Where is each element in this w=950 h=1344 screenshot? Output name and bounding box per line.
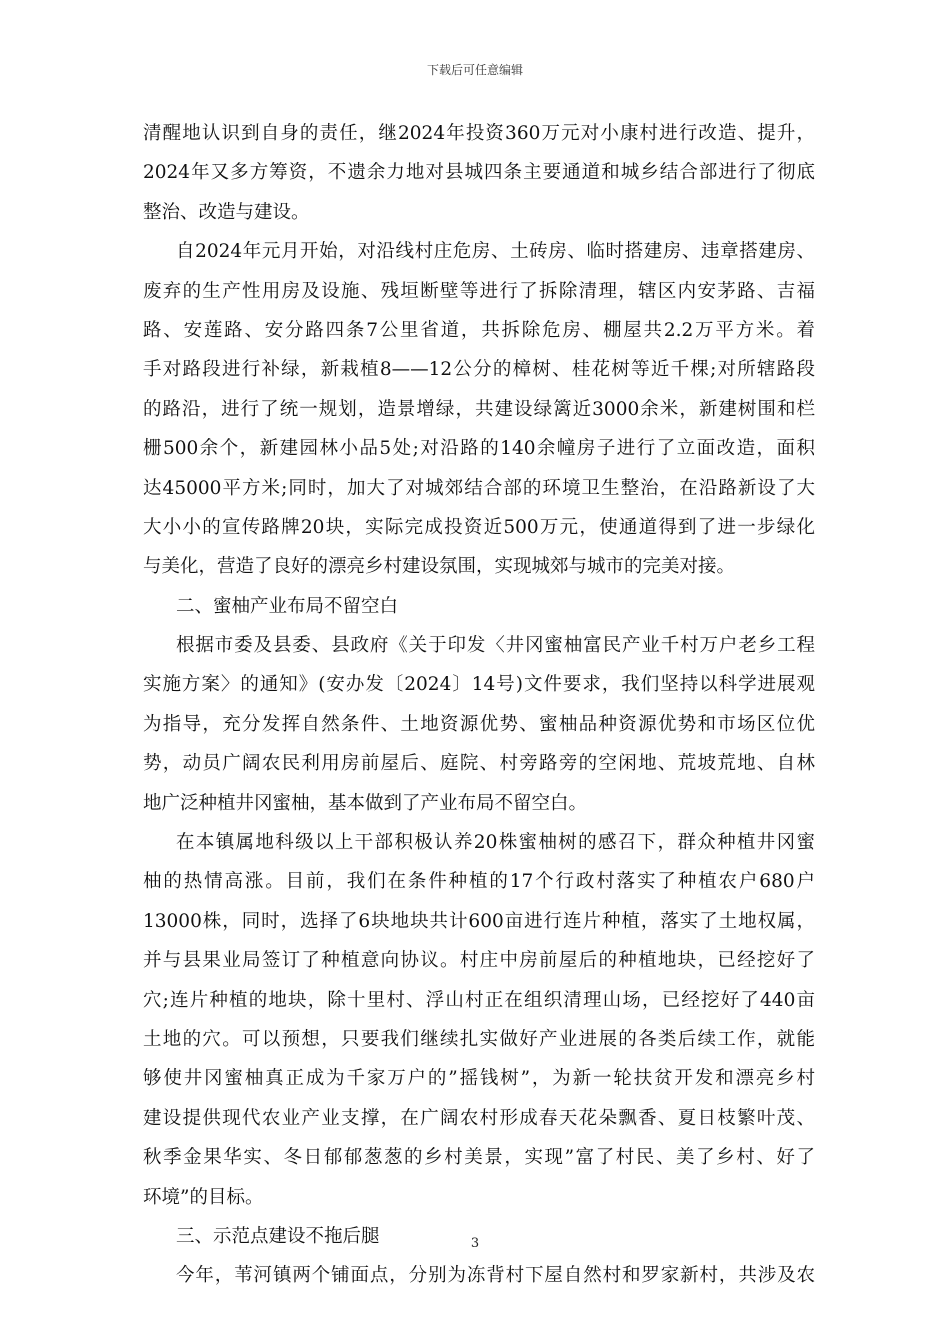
paragraph-line: 为指导，充分发挥自然条件、土地资源优势、蜜柚品种资源优势和市场区位优 xyxy=(143,713,815,735)
document-body xyxy=(143,114,815,1296)
section-heading: 三、示范点建设不拖后腿 xyxy=(176,1225,380,1247)
paragraph-line: 手对路段进行补绿，新栽植8——12公分的樟树、桂花树等近千棵;对所辖路段 xyxy=(143,359,815,381)
paragraph-line: 路、安莲路、安分路四条7公里省道，共拆除危房、棚屋共2.2万平方米。着 xyxy=(143,319,815,341)
paragraph-line: 环境”的目标。 xyxy=(143,1186,264,1208)
paragraph-line: 与美化，营造了良好的漂亮乡村建设氛围，实现城郊与城市的完美对接。 xyxy=(143,556,736,578)
paragraph-line: 穴;连片种植的地块，除十里村、浮山村正在组织清理山场，已经挖好了440亩 xyxy=(143,989,815,1011)
paragraph-line: 13000株，同时，选择了6块地块共计600亩进行连片种植，落实了土地权属， xyxy=(143,910,815,932)
paragraph-line: 达45000平方米;同时，加大了对城郊结合部的环境卫生整治，在沿路新设了大 xyxy=(143,477,815,499)
paragraph-line: 建设提供现代农业产业支撑，在广阔农村形成春天花朵飘香、夏日枝繁叶茂、 xyxy=(143,1107,815,1129)
paragraph-line: 势，动员广阔农民利用房前屋后、庭院、村旁路旁的空闲地、荒坡荒地、自林 xyxy=(143,753,815,775)
paragraph-line: 大小小的宣传路牌20块，实际完成投资近500万元，使通道得到了进一步绿化 xyxy=(143,516,815,538)
paragraph-line: 在本镇属地科级以上干部积极认养20株蜜柚树的感召下，群众种植井冈蜜 xyxy=(176,832,815,854)
paragraph-line: 够使井冈蜜柚真正成为千家万户的”摇钱树”，为新一轮扶贫开发和漂亮乡村 xyxy=(143,1068,815,1090)
paragraph-line: 自2024年元月开始，对沿线村庄危房、土砖房、临时搭建房、违章搭建房、 xyxy=(176,241,815,263)
paragraph-line: 秋季金果华实、冬日郁郁葱葱的乡村美景，实现”富了村民、美了乡村、好了 xyxy=(143,1147,815,1169)
paragraph-line: 地广泛种植井冈蜜柚，基本做到了产业布局不留空白。 xyxy=(143,792,588,814)
paragraph-line: 2024年又多方筹资，不遗余力地对县城四条主要通道和城乡结合部进行了彻底 xyxy=(143,162,815,184)
paragraph-line: 并与县果业局签订了种植意向协议。村庄中房前屋后的种植地块，已经挖好了 xyxy=(143,950,815,972)
paragraph-line: 清醒地认识到自身的责任，继2024年投资360万元对小康村进行改造、提升， xyxy=(143,123,815,144)
paragraph-line: 的路沿，进行了统一规划，造景增绿，共建设绿篱近3000余米，新建树围和栏 xyxy=(143,398,815,420)
paragraph-line: 整治、改造与建设。 xyxy=(143,201,310,223)
page-header: 下载后可任意编辑 xyxy=(426,63,523,77)
paragraph-line: 土地的穴。可以预想，只要我们继续扎实做好产业进展的各类后续工作，就能 xyxy=(143,1028,815,1050)
paragraph-line: 根据市委及县委、县政府《关于印发〈井冈蜜柚富民产业千村万户老乡工程 xyxy=(176,635,815,657)
page-number: 3 xyxy=(470,1236,480,1251)
paragraph-line: 栅500余个，新建园林小品5处;对沿路的140余幢房子进行了立面改造，面积 xyxy=(143,438,815,460)
paragraph-line: 今年，苇河镇两个铺面点，分别为冻背村下屋自然村和罗家新村，共涉及农 xyxy=(176,1265,815,1287)
paragraph-line: 废弃的生产性用房及设施、残垣断壁等进行了拆除清理，辖区内安茅路、吉福 xyxy=(143,280,815,302)
paragraph-line: 实施方案〉的通知》(安办发〔2024〕14号)文件要求，我们坚持以科学进展观 xyxy=(143,674,815,696)
section-heading: 二、蜜柚产业布局不留空白 xyxy=(176,595,399,617)
paragraph-line: 柚的热情高涨。目前，我们在条件种植的17个行政村落实了种植农户680户 xyxy=(143,871,815,893)
